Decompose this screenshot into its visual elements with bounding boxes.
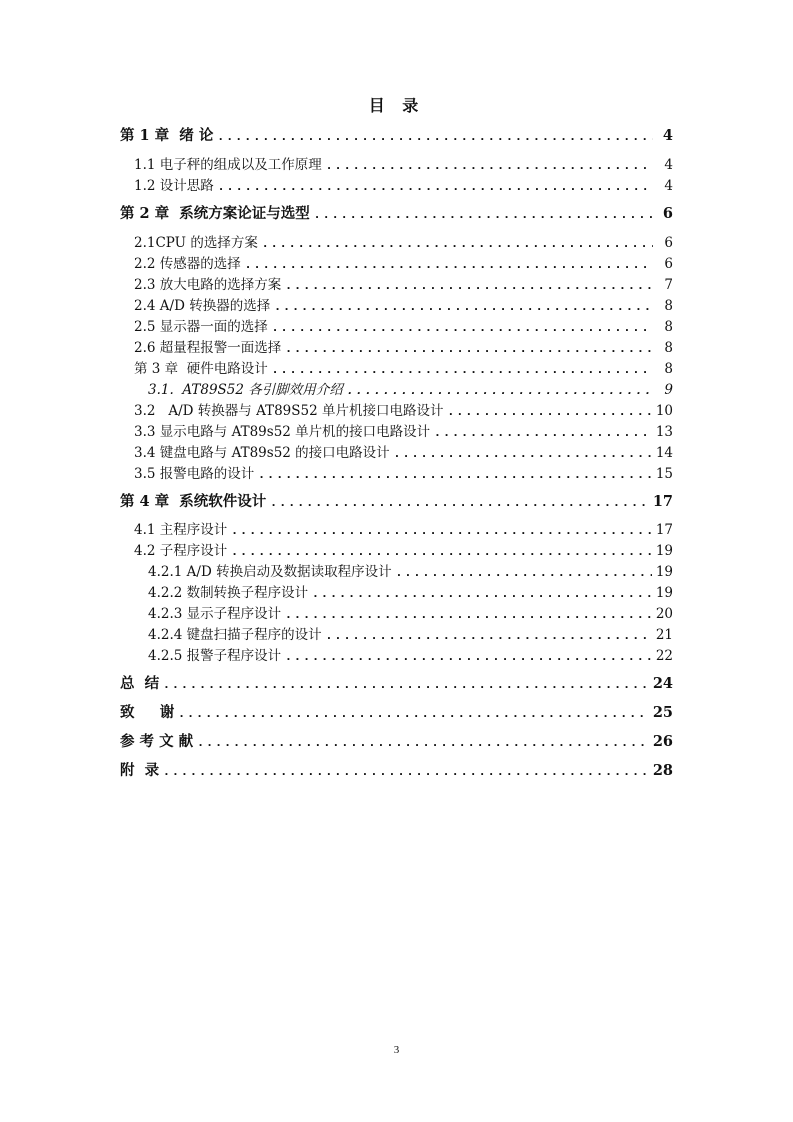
toc-entry-label: 电子秤的组成以及工作原理 xyxy=(159,157,322,173)
toc-entry-page: 17 xyxy=(655,522,673,538)
toc-entry-2-6[interactable] xyxy=(134,338,673,358)
toc-entry-label: 结 xyxy=(144,675,160,692)
toc-entry-number: 2.5 xyxy=(134,319,156,335)
toc-entry-label: 录 xyxy=(144,762,160,779)
toc-entry-page: 4 xyxy=(664,157,673,173)
toc-entry-page: 10 xyxy=(655,403,673,419)
toc-entry-page: 6 xyxy=(662,205,673,222)
toc-entry-page: 7 xyxy=(664,277,673,293)
dot-leader xyxy=(231,521,652,541)
dot-leader xyxy=(326,626,652,646)
toc-entry-chapter-1[interactable] xyxy=(120,126,673,146)
dot-leader xyxy=(217,127,653,147)
toc-entry-label: 超量程报警一面选择 xyxy=(159,340,282,356)
toc-entry-chapter-3[interactable] xyxy=(134,359,673,379)
toc-entry-2-4[interactable] xyxy=(134,296,673,316)
dot-leader xyxy=(326,156,653,176)
toc-entry-label: 报警子程序设计 xyxy=(186,648,282,664)
dot-leader xyxy=(285,605,652,625)
toc-entry-page: 22 xyxy=(655,648,673,664)
toc-entry-label: 报警电路的设计 xyxy=(159,466,255,482)
toc-entry-label: 传感器的选择 xyxy=(159,256,241,272)
toc-entry-number: 4.2.1 xyxy=(148,564,183,580)
toc-entry-page: 19 xyxy=(655,585,673,601)
dot-leader xyxy=(272,360,653,380)
toc-entry-number: 1.2 xyxy=(134,178,156,194)
toc-entry-3-3[interactable] xyxy=(134,422,673,442)
dot-leader xyxy=(314,205,653,225)
toc-entry-4-2-2[interactable] xyxy=(148,583,673,603)
toc-entry-label: 主程序设计 xyxy=(159,522,228,538)
toc-entry-label: 显示子程序设计 xyxy=(186,606,282,622)
toc-entry-page: 4 xyxy=(662,127,673,144)
toc-entry-page: 28 xyxy=(652,762,673,779)
toc-entry-3-5[interactable] xyxy=(134,464,673,484)
toc-entry-2-1[interactable] xyxy=(134,233,673,253)
dot-leader xyxy=(434,423,652,443)
dot-leader xyxy=(218,177,653,197)
toc-entry-page: 8 xyxy=(664,361,673,377)
toc-entry-page: 13 xyxy=(655,424,673,440)
toc-entry-number: 3.2 xyxy=(134,403,156,419)
toc-entry-page: 26 xyxy=(652,733,673,750)
toc-entry-label: 设计思路 xyxy=(159,178,214,194)
dot-leader xyxy=(270,493,649,513)
toc-entry-3-4[interactable] xyxy=(134,443,673,463)
toc-entry-number: 2.4 xyxy=(134,298,156,314)
dot-leader xyxy=(347,381,653,401)
toc-entry-page: 14 xyxy=(655,445,673,461)
toc-entry-number: 2.3 xyxy=(134,277,156,293)
toc-entry-page: 6 xyxy=(664,256,673,272)
toc-entry-number: 总 xyxy=(120,675,135,692)
dot-leader xyxy=(178,704,649,724)
toc-entry-page: 21 xyxy=(655,627,673,643)
toc-entry-label: A/D 转换器与 AT89S52 单片机接口电路设计 xyxy=(168,403,444,419)
dot-leader xyxy=(245,255,653,275)
toc-entry-label: 文 献 xyxy=(159,733,194,750)
dot-leader xyxy=(262,234,653,254)
toc-entry-number: 3.4 xyxy=(134,445,156,461)
toc-entry-references[interactable] xyxy=(120,732,673,752)
toc-entry-number: 第 4 章 xyxy=(120,493,170,510)
toc-entry-4-2-4[interactable] xyxy=(148,625,673,645)
toc-entry-1-1[interactable] xyxy=(134,155,673,175)
toc-entry-4-2-3[interactable] xyxy=(148,604,673,624)
toc-entry-3-1[interactable] xyxy=(148,380,673,400)
toc-entry-chapter-4[interactable] xyxy=(120,492,673,512)
toc-entry-number: 第 1 章 xyxy=(120,127,170,144)
toc-entry-label: 显示电路与 AT89s52 单片机的接口电路设计 xyxy=(159,424,431,440)
dot-leader xyxy=(197,733,649,753)
toc-entry-page: 8 xyxy=(664,340,673,356)
toc-entry-number: 2.6 xyxy=(134,340,156,356)
toc-entry-4-1[interactable] xyxy=(134,520,673,540)
toc-entry-number: 4.2.2 xyxy=(148,585,183,601)
toc-entry-page: 8 xyxy=(664,319,673,335)
toc-entry-4-2[interactable] xyxy=(134,541,673,561)
toc-entry-number: 4.2.4 xyxy=(148,627,183,643)
toc-entry-4-2-1[interactable] xyxy=(148,562,673,582)
toc-entry-page: 19 xyxy=(655,564,673,580)
toc-entry-acknowledgements[interactable] xyxy=(120,703,673,723)
toc-entry-page: 8 xyxy=(664,298,673,314)
toc-entry-1-2[interactable] xyxy=(134,176,673,196)
toc-entry-2-2[interactable] xyxy=(134,254,673,274)
dot-leader xyxy=(447,402,651,422)
toc-entry-2-5[interactable] xyxy=(134,317,673,337)
toc-entry-label: A/D 转换器的选择 xyxy=(159,298,271,314)
dot-leader xyxy=(274,297,653,317)
toc-entry-page: 17 xyxy=(652,493,673,510)
toc-entry-label: 数制转换子程序设计 xyxy=(186,585,309,601)
toc-title: 目 录 xyxy=(368,96,425,115)
toc-entry-number: 3.3 xyxy=(134,424,156,440)
toc-entry-number: 参 考 xyxy=(120,733,155,750)
toc-entry-page: 24 xyxy=(652,675,673,692)
toc-entry-chapter-2[interactable] xyxy=(120,204,673,224)
toc-entry-number: 2.1CPU xyxy=(134,235,187,251)
toc-entry-appendix[interactable] xyxy=(120,761,673,781)
toc-entry-label: 键盘电路与 AT89s52 的接口电路设计 xyxy=(159,445,390,461)
toc-entry-number: 2.2 xyxy=(134,256,156,272)
toc-entry-number: 4.2.5 xyxy=(148,648,183,664)
dot-leader xyxy=(394,444,652,464)
dot-leader xyxy=(163,675,649,695)
toc-entry-label: 的选择方案 xyxy=(190,235,258,251)
toc-entry-number: 3.5 xyxy=(134,466,156,482)
toc-entry-number: 第 2 章 xyxy=(120,205,170,222)
toc-entry-page: 25 xyxy=(652,704,673,721)
dot-leader xyxy=(312,584,652,604)
toc-entry-number: 4.2 xyxy=(134,543,156,559)
toc-entry-label: 键盘扫描子程序的设计 xyxy=(186,627,322,643)
toc-entry-3-2[interactable] xyxy=(134,401,673,421)
toc-entry-label: 系统软件设计 xyxy=(179,493,267,510)
toc-entry-4-2-5[interactable] xyxy=(148,646,673,666)
toc-entry-label: 放大电路的选择方案 xyxy=(159,277,282,293)
toc-entry-label: 显示器一面的选择 xyxy=(159,319,268,335)
toc-entry-page: 6 xyxy=(664,235,673,251)
dot-leader xyxy=(231,542,652,562)
toc-entry-2-3[interactable] xyxy=(134,275,673,295)
toc-entry-label: 谢 xyxy=(159,704,175,721)
toc-entry-number: 4.1 xyxy=(134,522,156,538)
dot-leader xyxy=(258,465,652,485)
page-number: 3 xyxy=(393,1044,400,1056)
toc-entry-label: 系统方案论证与选型 xyxy=(179,205,310,222)
toc-entry-conclusion[interactable] xyxy=(120,674,673,694)
toc-entry-number: 1.1 xyxy=(134,157,156,173)
toc-entry-label: 子程序设计 xyxy=(159,543,228,559)
toc-entry-number: 致 xyxy=(120,704,135,721)
toc-entry-label: AT89S52 各引脚效用介绍 xyxy=(182,382,343,398)
toc-entry-label: A/D 转换启动及数据读取程序设计 xyxy=(186,564,392,580)
toc-entry-number: 4.2.3 xyxy=(148,606,183,622)
toc-entry-page: 20 xyxy=(655,606,673,622)
dot-leader xyxy=(285,647,652,667)
toc-entry-number: 第 3 章 xyxy=(134,361,179,377)
toc-entry-label: 硬件电路设计 xyxy=(186,361,268,377)
toc-entry-number: 3.1. xyxy=(148,382,174,398)
toc-entry-page: 9 xyxy=(664,382,673,398)
toc-entry-number: 附 xyxy=(120,762,135,779)
dot-leader xyxy=(396,563,652,583)
dot-leader xyxy=(285,276,653,296)
toc-entry-label: 绪 论 xyxy=(179,127,214,144)
toc-entry-page: 4 xyxy=(664,178,673,194)
dot-leader xyxy=(285,339,653,359)
dot-leader xyxy=(272,318,653,338)
dot-leader xyxy=(163,762,649,782)
toc-entry-page: 19 xyxy=(655,543,673,559)
toc-entry-page: 15 xyxy=(655,466,673,482)
